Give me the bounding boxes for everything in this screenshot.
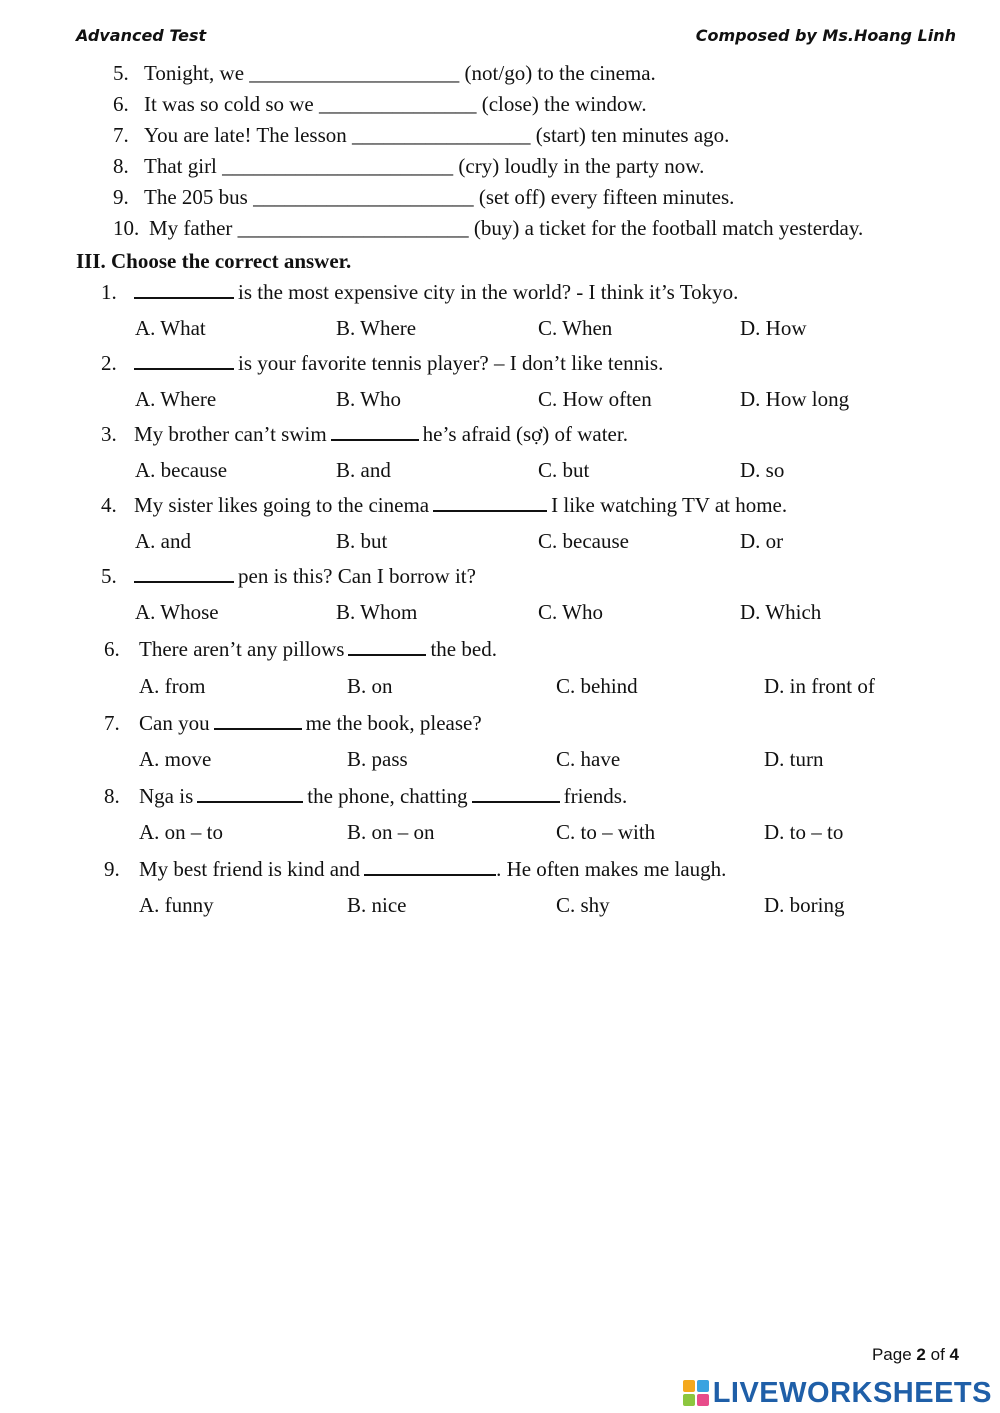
- question-number: 7.: [104, 711, 120, 735]
- option-b[interactable]: B. on – on: [347, 820, 435, 844]
- question: [0, 422, 1000, 450]
- option-b[interactable]: B. nice: [347, 893, 407, 917]
- option-d[interactable]: D. turn: [764, 747, 824, 771]
- option-a[interactable]: A. on – to: [139, 820, 223, 844]
- option-a[interactable]: A. and: [135, 529, 191, 553]
- question-number: 6.: [104, 637, 120, 661]
- option-c[interactable]: C. How often: [538, 387, 652, 411]
- question-stem: is the most expensive city in the world? - I think it’s Tokyo.: [134, 280, 738, 305]
- exercise-text: The 205 bus _____________________ (set off) every fifteen minutes.: [144, 185, 735, 209]
- question-stem: My sister likes going to the cinema I like watching TV at home.: [134, 493, 788, 517]
- item-number: 10.: [113, 216, 140, 240]
- option-d[interactable]: D. to – to: [764, 820, 844, 844]
- exercise-line: [0, 185, 1000, 213]
- question: [0, 637, 1000, 665]
- answer-blank[interactable]: [364, 873, 496, 876]
- option-c[interactable]: C. because: [538, 529, 629, 553]
- question-number: 5.: [101, 564, 117, 588]
- item-number: 8.: [113, 154, 129, 178]
- question: [0, 351, 1000, 379]
- option-c[interactable]: C. to – with: [556, 820, 656, 844]
- page-indicator: Page 2 of 4: [871, 1345, 959, 1364]
- option-a[interactable]: A. move: [139, 747, 212, 771]
- question-number: 3.: [101, 422, 117, 446]
- answer-blank[interactable]: _________________: [352, 123, 531, 147]
- option-c[interactable]: C. When: [538, 316, 613, 340]
- option-a[interactable]: A. because: [135, 458, 228, 482]
- liveworksheets-logo-icon: [683, 1380, 709, 1406]
- exercise-text: That girl ______________________ (cry) loudly in the party now.: [144, 154, 705, 178]
- option-d[interactable]: D. so: [740, 458, 785, 482]
- logo-square: [683, 1394, 695, 1406]
- answer-blank[interactable]: ____________________: [249, 61, 460, 85]
- answer-blank[interactable]: [472, 800, 560, 803]
- option-b[interactable]: B. and: [336, 458, 391, 482]
- option-d[interactable]: D. boring: [764, 893, 845, 917]
- option-d[interactable]: D. in front of: [764, 674, 875, 698]
- option-c[interactable]: C. Who: [538, 600, 603, 624]
- answer-blank[interactable]: [197, 800, 303, 803]
- question-stem: My brother can’t swim he’s afraid (sợ) of water.: [134, 422, 628, 446]
- answer-blank[interactable]: [134, 296, 234, 299]
- item-number: 9.: [113, 185, 129, 209]
- option-b[interactable]: B. Where: [336, 316, 417, 340]
- exercise-text: Tonight, we ____________________ (not/go) to the cinema.: [144, 61, 656, 85]
- question-number: 4.: [101, 493, 117, 517]
- question-stem: Can you me the book, please?: [139, 711, 482, 735]
- option-d[interactable]: D. How: [740, 316, 807, 340]
- item-number: 6.: [113, 92, 129, 116]
- option-c[interactable]: C. behind: [556, 674, 638, 698]
- answer-blank[interactable]: _______________: [318, 92, 477, 116]
- option-b[interactable]: B. pass: [347, 747, 408, 771]
- question-stem: pen is this? Can I borrow it?: [134, 564, 476, 589]
- option-c[interactable]: C. have: [556, 747, 621, 771]
- question-stem: My best friend is kind and . He often makes me laugh.: [139, 857, 727, 881]
- answer-blank[interactable]: [134, 367, 234, 370]
- question-number: 2.: [101, 351, 117, 375]
- option-a[interactable]: A. funny: [139, 893, 214, 917]
- option-a[interactable]: A. from: [139, 674, 206, 698]
- option-c[interactable]: C. shy: [556, 893, 610, 917]
- option-b[interactable]: B. on: [347, 674, 393, 698]
- question-stem: Nga is the phone, chatting friends.: [139, 784, 628, 808]
- question: [0, 493, 1000, 521]
- option-c[interactable]: C. but: [538, 458, 590, 482]
- question: [0, 857, 1000, 885]
- exercise-text: It was so cold so we _______________ (close) the window.: [144, 92, 647, 116]
- page-header: [76, 26, 956, 50]
- option-b[interactable]: B. Who: [336, 387, 401, 411]
- question-stem: There aren’t any pillows the bed.: [139, 637, 497, 661]
- option-d[interactable]: D. How long: [740, 387, 850, 411]
- answer-blank[interactable]: ______________________: [237, 216, 469, 240]
- question-number: 9.: [104, 857, 120, 881]
- option-b[interactable]: B. Whom: [336, 600, 418, 624]
- exercise-line: [0, 123, 1000, 151]
- liveworksheets-brand: [683, 1376, 992, 1410]
- answer-blank[interactable]: [134, 580, 234, 583]
- option-a[interactable]: A. Where: [135, 387, 217, 411]
- question-stem: is your favorite tennis player? – I don’t like tennis.: [134, 351, 663, 376]
- exercise-text: My father ______________________ (buy) a ticket for the football match yesterday.: [149, 216, 864, 240]
- answer-blank[interactable]: [433, 509, 547, 512]
- exercise-line: [0, 92, 1000, 120]
- option-d[interactable]: D. or: [740, 529, 784, 553]
- logo-square: [683, 1380, 695, 1392]
- option-b[interactable]: B. but: [336, 529, 388, 553]
- logo-square: [697, 1394, 709, 1406]
- section-heading: III. Choose the correct answer.: [76, 249, 352, 273]
- answer-blank[interactable]: [214, 727, 302, 730]
- exercise-line: [0, 216, 1000, 244]
- item-number: 5.: [113, 61, 129, 85]
- question: [0, 280, 1000, 308]
- exercise-line: [0, 61, 1000, 89]
- answer-blank[interactable]: [348, 653, 426, 656]
- brand-name: LIVEWORKSHEETS: [712, 1376, 992, 1409]
- question: [0, 564, 1000, 592]
- question: [0, 711, 1000, 739]
- answer-blank[interactable]: ______________________: [222, 154, 454, 178]
- answer-blank[interactable]: [331, 438, 419, 441]
- header-title: Advanced Test: [76, 26, 207, 45]
- question: [0, 784, 1000, 812]
- exercise-text: You are late! The lesson _________________ (start) ten minutes ago.: [144, 123, 730, 147]
- answer-blank[interactable]: _____________________: [253, 185, 474, 209]
- option-a[interactable]: A. Whose: [135, 600, 219, 624]
- question-number: 1.: [101, 280, 117, 304]
- exercise-line: [0, 154, 1000, 182]
- question-number: 8.: [104, 784, 120, 808]
- option-a[interactable]: A. What: [135, 316, 206, 340]
- option-d[interactable]: D. Which: [740, 600, 822, 624]
- logo-square: [697, 1380, 709, 1392]
- item-number: 7.: [113, 123, 129, 147]
- header-author: Composed by Ms.Hoang Linh: [695, 26, 956, 45]
